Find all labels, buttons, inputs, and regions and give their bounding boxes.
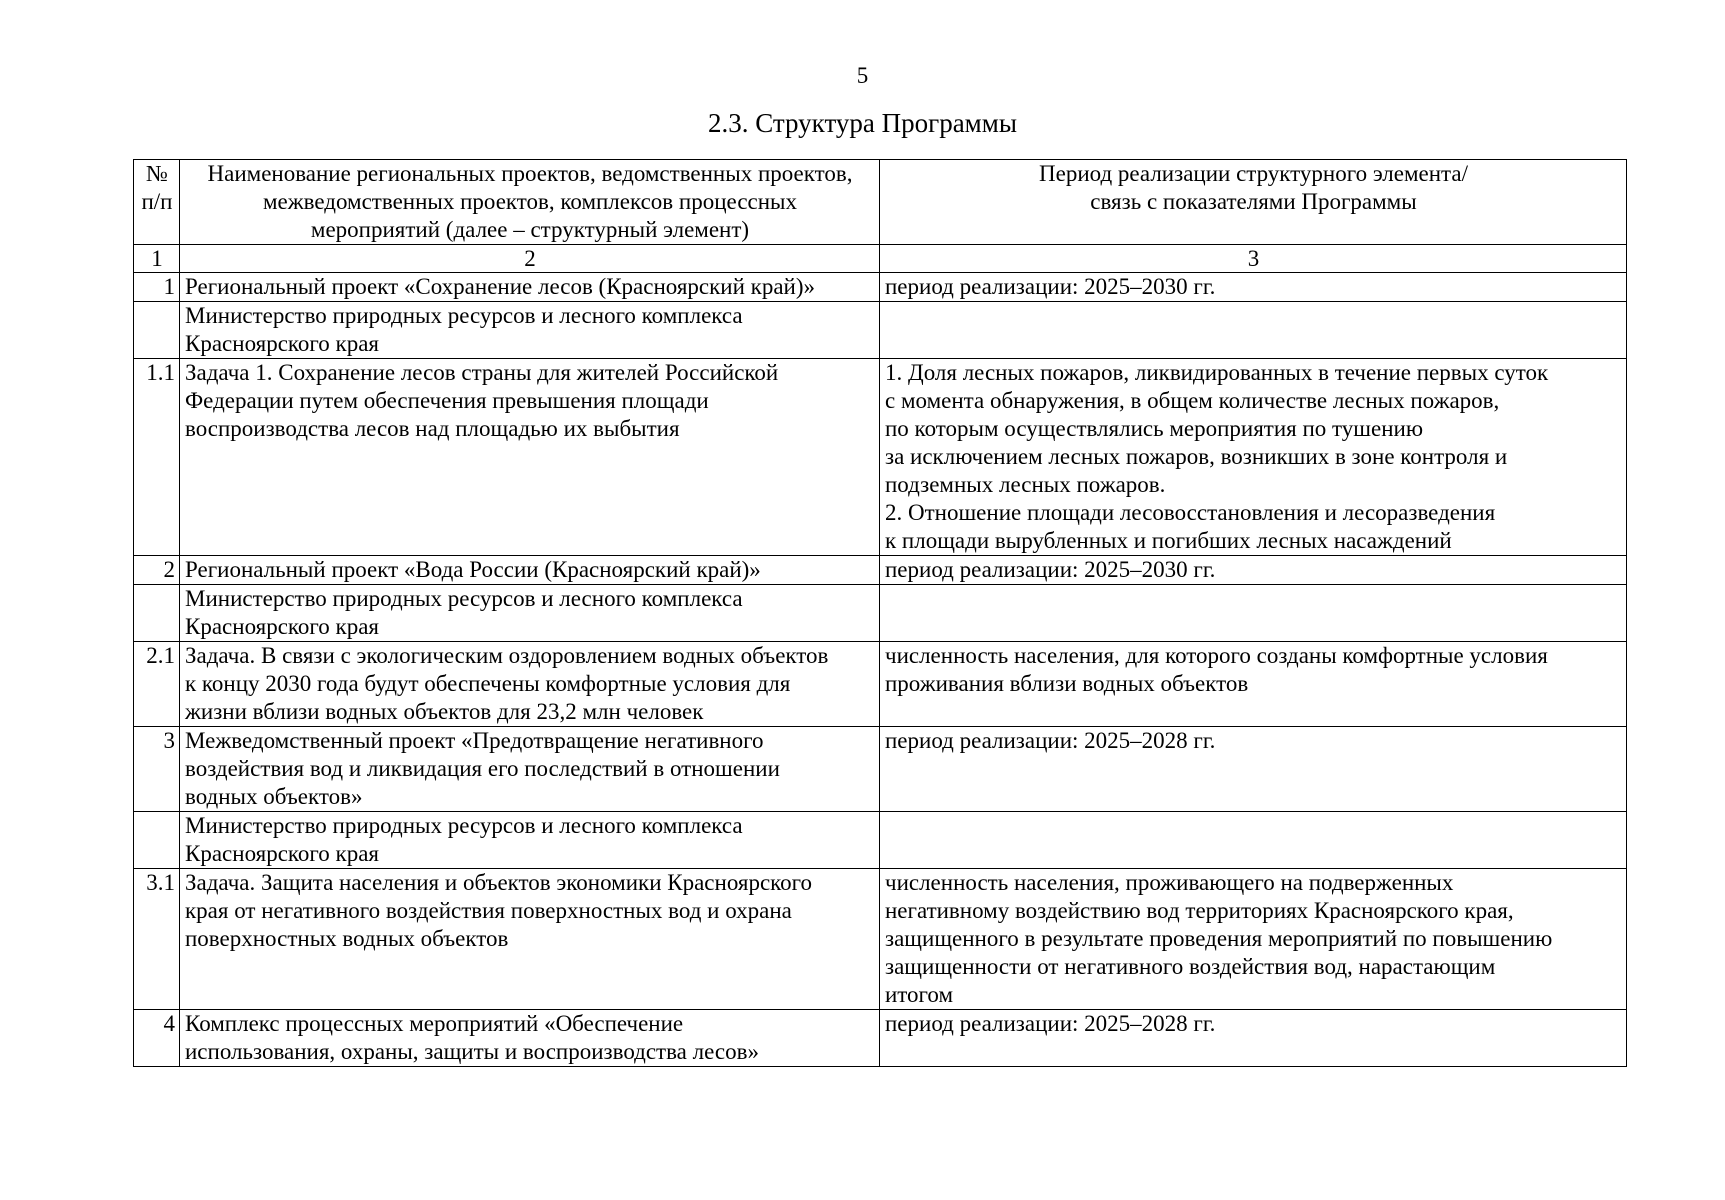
row-name-line: использования, охраны, защиты и воспроизводства лесов» [185,1039,759,1064]
table-row [134,585,1627,642]
table-row [134,1010,1627,1067]
row-period-line: итогом [885,982,954,1007]
row-period [880,869,1627,1010]
row-number: 2.1 [134,642,180,727]
row-name-line: края от негативного воздействия поверхностных вод и охрана [185,898,792,923]
row-name-line: Министерство природных ресурсов и лесного комплекса [185,586,743,611]
row-number [134,302,180,359]
row-name [180,273,880,302]
row-name-line: Региональный проект «Вода России (Красноярский край)» [185,557,761,582]
row-name [180,359,880,556]
header-name-line: мероприятий (далее – структурный элемент) [310,217,750,242]
row-name-line: Министерство природных ресурсов и лесного комплекса [185,813,743,838]
row-name-line: Красноярского края [185,331,379,356]
row-number [134,585,180,642]
column-index-1: 1 [134,245,180,273]
row-period-line: защищенного в результате проведения мероприятий по повышению [885,926,1553,951]
header-period-line: связь с показателями Программы [1090,189,1417,214]
row-period-line: численность населения, для которого созданы комфортные условия [885,643,1548,668]
header-name-line: межведомственных проектов, комплексов процессных [262,189,797,214]
table-row [134,642,1627,727]
table-row [134,302,1627,359]
row-name-line: водных объектов» [185,784,363,809]
row-period [880,642,1627,727]
row-period-line: с момента обнаружения, в общем количестве лесных пожаров, [885,388,1500,413]
table-row [134,869,1627,1010]
row-name [180,727,880,812]
table-header-row [134,160,1627,245]
row-name-line: воспроизводства лесов над площадью их выбытия [185,416,680,441]
row-period-line: 1. Доля лесных пожаров, ликвидированных в течение первых суток [885,360,1549,385]
row-period [880,556,1627,585]
row-period [880,359,1627,556]
header-num-line: № [146,161,168,186]
row-period [880,727,1627,812]
header-num-line: п/п [141,189,173,214]
column-index-row [134,245,1627,273]
row-number: 2 [134,556,180,585]
row-period-line: период реализации: 2025–2030 гг. [885,557,1216,582]
row-number: 4 [134,1010,180,1067]
row-period-line: подземных лесных пожаров. [885,472,1166,497]
row-period-line: проживания вблизи водных объектов [885,671,1249,696]
page-number: 5 [856,63,869,88]
row-period-line: 2. Отношение площади лесовосстановления и лесоразведения [885,500,1496,525]
table-row [134,727,1627,812]
row-name-line: Задача. Защита населения и объектов экономики Красноярского [185,870,813,895]
row-period-line: период реализации: 2025–2030 гг. [885,274,1216,299]
row-name [180,556,880,585]
row-name [180,302,880,359]
row-period [880,273,1627,302]
row-name-line: Федерации путем обеспечения превышения площади [185,388,709,413]
table-row [134,359,1627,556]
row-name [180,585,880,642]
column-index-3: 3 [880,245,1627,273]
row-number: 3.1 [134,869,180,1010]
header-num [134,160,180,245]
row-period-line: негативному воздействию вод территориях Красноярского края, [885,898,1514,923]
structure-table [133,159,1627,1067]
row-name [180,869,880,1010]
table-row [134,556,1627,585]
section-title: 2.3. Структура Программы [708,108,1017,138]
row-period-line: к площади вырубленных и погибших лесных насаждений [885,528,1452,553]
row-name-line: жизни вблизи водных объектов для 23,2 млн человек [185,699,704,724]
row-name [180,812,880,869]
row-period-line: защищенности от негативного воздействия вод, нарастающим [885,954,1496,979]
row-name [180,1010,880,1067]
row-name-line: Межведомственный проект «Предотвращение негативного [185,728,764,753]
row-period [880,585,1627,642]
row-period [880,302,1627,359]
row-name-line: Министерство природных ресурсов и лесного комплекса [185,303,743,328]
row-period [880,1010,1627,1067]
row-name-line: Комплекс процессных мероприятий «Обеспечение [185,1011,684,1036]
row-name-line: Красноярского края [185,841,379,866]
row-number: 1 [134,273,180,302]
row-name-line: Региональный проект «Сохранение лесов (Красноярский край)» [185,274,816,299]
row-period-line: период реализации: 2025–2028 гг. [885,1011,1216,1036]
table-row [134,273,1627,302]
row-number: 1.1 [134,359,180,556]
row-period [880,812,1627,869]
row-period-line: за исключением лесных пожаров, возникших в зоне контроля и [885,444,1508,469]
row-number [134,812,180,869]
table-row [134,812,1627,869]
row-period-line: период реализации: 2025–2028 гг. [885,728,1216,753]
row-name [180,642,880,727]
header-name-line: Наименование региональных проектов, ведомственных проектов, [207,161,853,186]
row-name-line: поверхностных водных объектов [185,926,509,951]
column-index-2: 2 [180,245,880,273]
header-period [880,160,1627,245]
row-name-line: к концу 2030 года будут обеспечены комфортные условия для [185,671,791,696]
row-period-line: по которым осуществлялись мероприятия по тушению [885,416,1424,441]
header-name [180,160,880,245]
row-name-line: Красноярского края [185,614,379,639]
row-name-line: Задача. В связи с экологическим оздоровлением водных объектов [185,643,829,668]
row-name-line: воздействия вод и ликвидация его последствий в отношении [185,756,780,781]
row-period-line: численность населения, проживающего на подверженных [885,870,1454,895]
header-period-line: Период реализации структурного элемента/ [1039,161,1468,186]
row-number: 3 [134,727,180,812]
row-name-line: Задача 1. Сохранение лесов страны для жителей Российской [185,360,779,385]
